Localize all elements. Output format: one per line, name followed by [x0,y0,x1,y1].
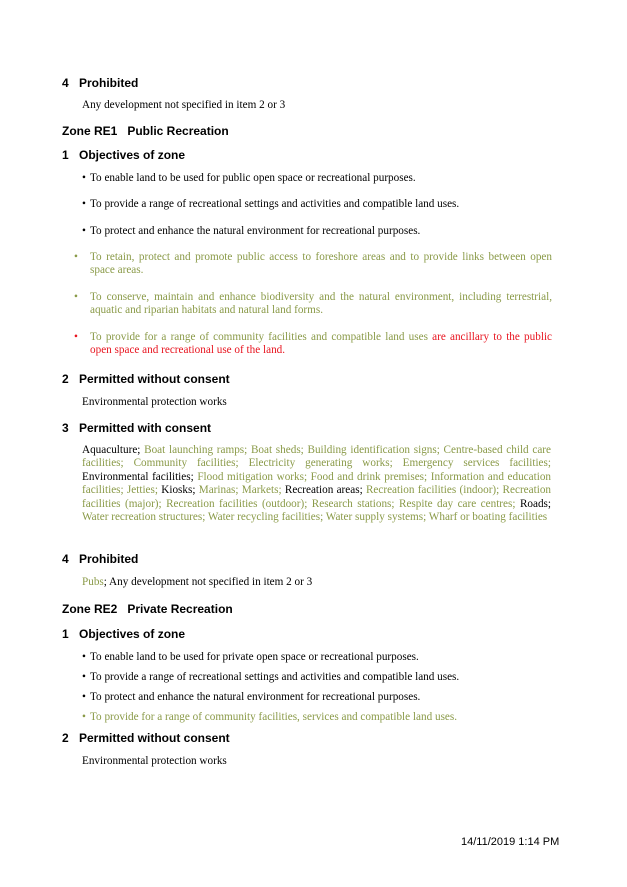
objective-item [82,172,552,185]
section-number: 1 [62,148,69,162]
objective-item [82,691,552,704]
use-list-green: Water recreation structures; Water recycling facilities; Water supply systems; Wharf or boating facilities [82,511,548,524]
objective-text: To enable land to be used for private open space or recreational purposes. [90,651,419,663]
prohibited-rest: ; Any development not specified in item 2 or 3 [103,576,313,588]
section-number: 3 [62,421,69,435]
bullet-icon: • [82,651,86,663]
use-list-green: Flood mitigation works; Food and drink premises; Information and education facilities; Jetties; [82,470,552,497]
section-label: Objectives of zone [79,627,186,641]
section-number: 2 [62,372,69,386]
objective-item [82,651,552,664]
use-aquaculture: Aquaculture; [82,444,141,456]
section-label: Objectives of zone [79,148,186,162]
objective-item [82,671,552,684]
objective-text: To provide for a range of community facilities, services and compatible land uses. [90,711,458,723]
zone-code: Zone RE2 [62,602,118,616]
section-heading-objectives [62,627,185,641]
section-heading-permitted-with-consent [62,421,211,435]
use-roads: Roads; [519,497,552,510]
bullet-icon: • [82,198,86,210]
print-timestamp: 14/11/2019 1:14 PM [461,836,560,848]
section-number: 2 [62,731,69,745]
section-label: Permitted with consent [79,421,212,435]
objective-text: To enable land to be used for public open space or recreational purposes. [90,172,416,184]
bullet-icon: • [82,172,86,184]
objective-item [74,251,552,278]
objective-item [82,711,552,724]
bullet-icon: • [82,225,86,237]
section-heading-prohibited [62,76,138,90]
objective-text: To conserve, maintain and enhance biodiversity and the natural environment, including terrestrial, aquatic and riparian habitats and natural land forms. [90,291,552,317]
prohibited-text [82,576,312,589]
permitted-without-text: Environmental protection works [82,396,227,408]
zone-name: Private Recreation [127,602,233,616]
section-heading-permitted-without-consent [62,372,230,386]
use-environmental-facilities: Environmental facilities; [82,470,194,483]
objective-text-green: To provide for a range of community facilities and compatible land uses [90,331,428,343]
objective-item [82,225,552,238]
section-heading-prohibited [62,552,138,566]
section-number: 4 [62,552,69,566]
section-label: Prohibited [79,552,139,566]
bullet-icon: • [82,671,86,683]
objective-text-red: are ancillary to the public open space and recreational use of the land. [90,331,553,357]
permitted-with-consent-list [82,444,551,524]
objective-text: To protect and enhance the natural environment for recreational purposes. [90,225,421,237]
section-number: 1 [62,627,69,641]
objective-text: To provide a range of recreational settings and activities and compatible land uses. [90,198,460,210]
zone-code: Zone RE1 [62,124,118,138]
zone-name: Public Recreation [127,124,229,138]
use-list-green: Marinas; Markets; [198,484,282,497]
bullet-icon: • [74,251,78,263]
bullet-icon: • [82,691,86,703]
prohibited-pubs: Pubs [82,576,104,588]
section-label: Permitted without consent [79,731,230,745]
use-recreation-areas: Recreation areas; [284,484,363,497]
objective-text: To retain, protect and promote public access to foreshore areas and to provide links between open space areas. [90,251,552,277]
section-heading-permitted-without-consent [62,731,230,745]
section-label: Prohibited [79,76,139,90]
zone-heading-re2 [62,602,233,616]
prohibited-text: Any development not specified in item 2 or 3 [82,99,286,111]
bullet-icon: • [74,291,78,303]
bullet-icon: • [82,711,86,723]
section-heading-objectives [62,148,185,162]
use-list-green: Recreation facilities (indoor); Recreation facilities (major); Recreation facilities (outdoor); Research stations; Respite day care centres; [82,484,552,510]
objective-item [82,198,552,211]
section-number: 4 [62,76,69,90]
use-kiosks: Kiosks; [161,484,196,497]
objective-item [74,331,553,358]
objective-text: To provide a range of recreational settings and activities and compatible land uses. [90,671,460,683]
permitted-without-text: Environmental protection works [82,755,227,767]
objective-item [74,291,552,318]
zone-heading-re1 [62,124,229,138]
section-label: Permitted without consent [79,372,230,386]
bullet-icon: • [74,331,78,343]
use-list-green: Boat launching ramps; Boat sheds; Building identification signs; Centre-based child care facilities; Community facilities; Electricity generating works; Emergency services facilities; [82,444,551,470]
objective-text: To protect and enhance the natural environment for recreational purposes. [90,691,421,703]
